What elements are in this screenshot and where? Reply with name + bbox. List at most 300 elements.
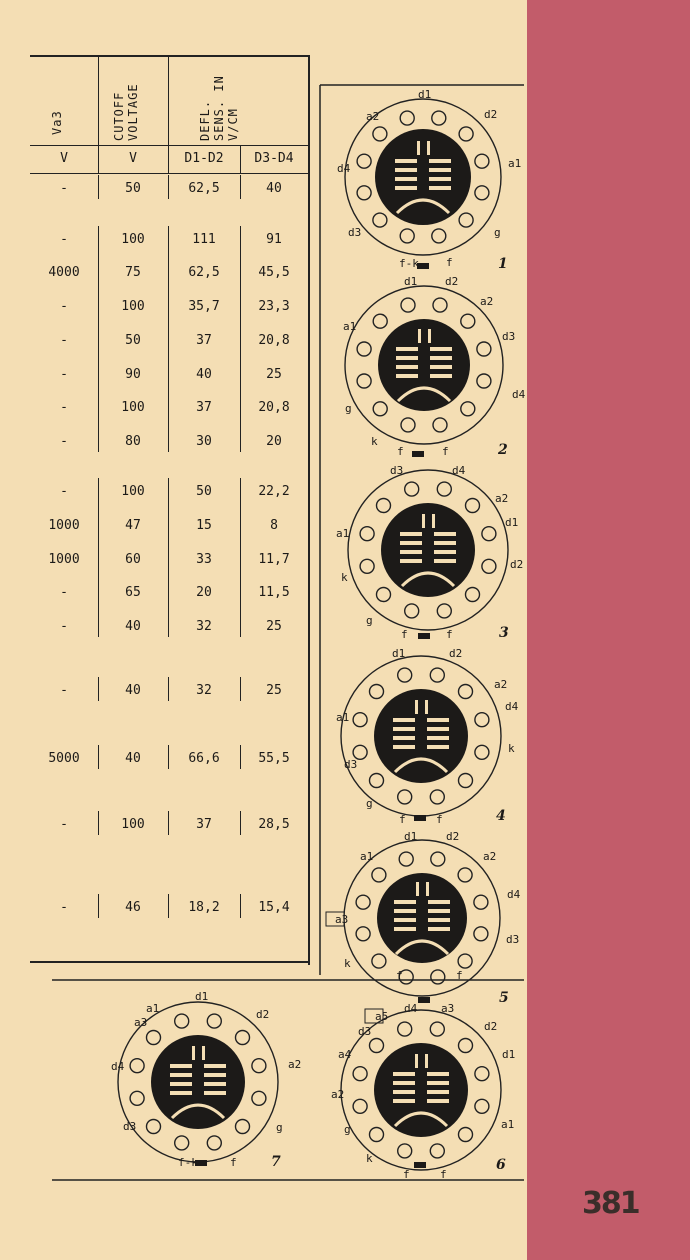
pin-circle <box>400 111 414 125</box>
electrode-pin <box>425 1054 428 1068</box>
pin-label: g <box>366 797 373 810</box>
pin-circle <box>437 482 451 496</box>
electrode-bar <box>427 727 449 731</box>
pin-label: d4 <box>404 1002 418 1015</box>
pin-circle <box>147 1031 161 1045</box>
electrode-pin <box>426 882 429 896</box>
table-cell-d1d2: 15 <box>196 518 212 533</box>
pin-circle <box>401 418 415 432</box>
pin-label: f <box>401 628 408 641</box>
pin-circle <box>400 229 414 243</box>
table-cell-d1d2: 50 <box>196 484 212 499</box>
unit-cutoff: V <box>129 151 137 166</box>
pin-label: d3 <box>348 226 362 239</box>
tube-base-disc <box>374 1043 468 1137</box>
table-cell-d3d4: 28,5 <box>258 817 290 832</box>
key-notch <box>418 997 430 1003</box>
pin-label: a3 <box>134 1016 148 1029</box>
pin-label: d4 <box>507 888 521 901</box>
pin-label: a4 <box>338 1048 352 1061</box>
electrode-bar <box>395 177 417 181</box>
pin-circle <box>432 111 446 125</box>
electrode-bar <box>393 1081 415 1085</box>
electrode-bar <box>429 186 451 190</box>
pin-label: d2 <box>445 275 459 288</box>
electrode-bar <box>204 1091 226 1095</box>
header-deflection-sensitivity: DEFL. SENS. IN V/CM <box>198 75 240 141</box>
pin-circle <box>373 402 387 416</box>
table-cell-d3d4: 11,7 <box>258 552 290 567</box>
table-cell-d1d2: 66,6 <box>188 751 220 766</box>
pin-circle <box>458 868 472 882</box>
table-cell-d3d4: 22,2 <box>258 484 290 499</box>
pin-label: d3 <box>502 330 516 343</box>
electrode-bar <box>170 1091 192 1095</box>
table-cell-cutoff: 46 <box>125 900 141 915</box>
electrode-pin <box>432 514 435 528</box>
table-cell-cutoff: 50 <box>125 181 141 196</box>
electrode-pin <box>427 141 430 155</box>
pin-label: f <box>230 1156 237 1169</box>
electrode-bar <box>170 1073 192 1077</box>
socket-diagram-6 <box>331 1002 515 1181</box>
table-cell-d1d2: 35,7 <box>188 299 220 314</box>
table-cell-va3: - <box>60 619 68 634</box>
pin-circle <box>475 186 489 200</box>
electrode-bar <box>395 168 417 172</box>
table-cell-d3d4: 23,3 <box>258 299 290 314</box>
table-cell-d1d2: 33 <box>196 552 212 567</box>
electrode-bar <box>394 909 416 913</box>
pin-circle <box>372 954 386 968</box>
pin-circle <box>475 1099 489 1113</box>
pin-circle <box>474 927 488 941</box>
electrode-bar <box>400 541 422 545</box>
pin-label: g <box>276 1121 283 1134</box>
pin-circle <box>357 186 371 200</box>
socket-diagram-7 <box>111 990 301 1170</box>
pin-circle <box>459 127 473 141</box>
pin-label: d3 <box>390 464 404 477</box>
pin-circle <box>401 298 415 312</box>
diagram-number: 7 <box>271 1154 281 1170</box>
pin-circle <box>353 713 367 727</box>
pin-circle <box>477 342 491 356</box>
electrode-bar <box>429 159 451 163</box>
pin-label: f <box>396 969 403 982</box>
pin-circle <box>459 774 473 788</box>
socket-diagram-3 <box>336 464 523 641</box>
pin-circle <box>398 1144 412 1158</box>
pin-circle <box>130 1059 144 1073</box>
table-cell-cutoff: 60 <box>125 552 141 567</box>
pin-label: f <box>446 628 453 641</box>
pin-label: a1 <box>508 157 522 170</box>
pin-circle <box>370 1039 384 1053</box>
diagram-number: 6 <box>496 1157 506 1173</box>
electrode-bar <box>427 1090 449 1094</box>
pin-circle <box>356 895 370 909</box>
pin-label: d4 <box>452 464 466 477</box>
pin-circle <box>475 1067 489 1081</box>
table-cell-va3: - <box>60 585 68 600</box>
electrode-bar <box>434 550 456 554</box>
table-cell-d3d4: 20 <box>266 434 282 449</box>
table-cell-d1d2: 20 <box>196 585 212 600</box>
table-cell-va3: - <box>60 683 68 698</box>
header-cutoff-voltage: CUTOFF VOLTAGE <box>112 83 140 141</box>
pin-circle <box>175 1136 189 1150</box>
pin-circle <box>482 559 496 573</box>
pin-circle <box>430 1022 444 1036</box>
pin-label: f <box>442 445 449 458</box>
pin-label: f <box>440 1168 447 1181</box>
pin-circle <box>466 588 480 602</box>
pin-circle <box>482 527 496 541</box>
pin-circle <box>459 213 473 227</box>
table-cell-d3d4: 20,8 <box>258 333 290 348</box>
pin-label: f <box>446 256 453 269</box>
electrode-bar <box>396 374 418 378</box>
electrode-bar <box>427 745 449 749</box>
table-cell-cutoff: 40 <box>125 751 141 766</box>
electrode-pin <box>422 514 425 528</box>
pin-circle <box>459 1128 473 1142</box>
pin-label: d3 <box>358 1025 372 1038</box>
electrode-bar <box>396 356 418 360</box>
table-cell-d1d2: 111 <box>192 232 216 247</box>
pin-label: a1 <box>501 1118 515 1131</box>
electrode-bar <box>393 727 415 731</box>
table-cell-va3: - <box>60 299 68 314</box>
table-cell-va3: - <box>60 400 68 415</box>
pin-label: a2 <box>483 850 497 863</box>
pin-label: a5 <box>375 1010 389 1023</box>
pin-label: d4 <box>512 388 526 401</box>
pin-circle <box>130 1091 144 1105</box>
diagram-number: 5 <box>499 990 509 1006</box>
page-number: 381 <box>582 1186 639 1221</box>
unit-d1d2: D1-D2 <box>184 151 224 166</box>
pin-label: d4 <box>111 1060 125 1073</box>
pin-circle <box>207 1014 221 1028</box>
electrode-pin <box>202 1046 205 1060</box>
electrode-bar <box>427 1081 449 1085</box>
electrode-bar <box>428 918 450 922</box>
electrode-bar <box>434 532 456 536</box>
pin-circle <box>430 668 444 682</box>
pin-circle <box>475 745 489 759</box>
electrode-bar <box>393 736 415 740</box>
table-cell-cutoff: 80 <box>125 434 141 449</box>
pin-circle <box>175 1014 189 1028</box>
diagram-number: 4 <box>496 808 506 824</box>
tube-base-disc <box>378 319 470 411</box>
pin-label: g <box>344 1123 351 1136</box>
electrode-pin <box>417 141 420 155</box>
socket-diagram-2 <box>343 275 526 458</box>
pin-circle <box>373 314 387 328</box>
pin-circle <box>477 374 491 388</box>
table-cell-va3: - <box>60 434 68 449</box>
table-cell-va3: - <box>60 232 68 247</box>
table-cell-d1d2: 18,2 <box>188 900 220 915</box>
electrode-bar <box>204 1082 226 1086</box>
table-cell-cutoff: 65 <box>125 585 141 600</box>
table-cell-va3: - <box>60 484 68 499</box>
pin-label: f-k <box>399 257 419 270</box>
table-cell-cutoff: 100 <box>121 299 145 314</box>
pin-label: d1 <box>418 88 432 101</box>
key-notch <box>414 1162 426 1168</box>
pin-circle <box>372 868 386 882</box>
electrode-bar <box>394 927 416 931</box>
pin-label: d3 <box>344 758 358 771</box>
pin-label: a1 <box>336 711 350 724</box>
pin-label: k <box>508 742 515 755</box>
electrode-bar <box>427 1099 449 1103</box>
table-cell-d3d4: 25 <box>266 619 282 634</box>
pin-circle <box>357 342 371 356</box>
pin-circle <box>459 1039 473 1053</box>
electrode-bar <box>400 559 422 563</box>
pin-label: d4 <box>337 162 351 175</box>
pin-label: d2 <box>256 1008 270 1021</box>
pin-circle <box>430 790 444 804</box>
table-cell-va3: 5000 <box>48 751 80 766</box>
pin-label: d2 <box>484 108 498 121</box>
electrode-pin <box>425 700 428 714</box>
header-va3: Va3 <box>50 110 64 135</box>
socket-diagram-4 <box>336 647 519 826</box>
pin-label: g <box>345 402 352 415</box>
pin-circle <box>461 402 475 416</box>
pin-circle <box>459 685 473 699</box>
pin-label: a1 <box>336 527 350 540</box>
table-cell-cutoff: 100 <box>121 232 145 247</box>
electrode-bar <box>393 718 415 722</box>
pin-label: d3 <box>506 933 520 946</box>
pin-label: d2 <box>449 647 463 660</box>
pin-label: f <box>399 813 406 826</box>
electrode-bar <box>430 347 452 351</box>
table-cell-d3d4: 15,4 <box>258 900 290 915</box>
pin-circle <box>405 482 419 496</box>
table-cell-va3: - <box>60 181 68 196</box>
electrode-pin <box>415 1054 418 1068</box>
pin-label: a2 <box>480 295 494 308</box>
table-cell-va3: - <box>60 333 68 348</box>
pin-circle <box>432 229 446 243</box>
pin-circle <box>356 927 370 941</box>
table-cell-va3: - <box>60 817 68 832</box>
electrode-bar <box>429 168 451 172</box>
table-cell-d3d4: 55,5 <box>258 751 290 766</box>
electrode-bar <box>428 927 450 931</box>
diagram-number: 1 <box>498 256 508 272</box>
pin-label: a1 <box>343 320 357 333</box>
diagram-number: 3 <box>499 625 509 641</box>
pin-circle <box>377 588 391 602</box>
table-cell-va3: 1000 <box>48 518 80 533</box>
electrode-pin <box>415 700 418 714</box>
pin-circle <box>353 1099 367 1113</box>
electrode-bar <box>170 1082 192 1086</box>
table-cell-d3d4: 25 <box>266 367 282 382</box>
pin-circle <box>430 1144 444 1158</box>
pin-circle <box>357 154 371 168</box>
pin-circle <box>431 970 445 984</box>
table-cell-cutoff: 100 <box>121 400 145 415</box>
electrode-bar <box>396 365 418 369</box>
pin-circle <box>474 895 488 909</box>
table-cell-d1d2: 30 <box>196 434 212 449</box>
electrode-bar <box>204 1073 226 1077</box>
electrode-bar <box>395 159 417 163</box>
pin-label: d3 <box>123 1120 137 1133</box>
table-cell-d1d2: 37 <box>196 400 212 415</box>
key-notch <box>414 815 426 821</box>
table-cell-d3d4: 8 <box>270 518 278 533</box>
tube-base-disc <box>151 1035 245 1129</box>
pin-circle <box>398 668 412 682</box>
table-cell-d1d2: 62,5 <box>188 181 220 196</box>
pin-label: d2 <box>510 558 524 571</box>
pin-label: d1 <box>404 830 418 843</box>
page-edge-band <box>527 0 690 1260</box>
pin-circle <box>458 954 472 968</box>
pin-label: a3 <box>335 913 349 926</box>
pin-circle <box>370 1128 384 1142</box>
pin-circle <box>461 314 475 328</box>
electrode-pin <box>418 329 421 343</box>
pin-label: a1 <box>360 850 374 863</box>
pin-circle <box>431 852 445 866</box>
tube-base-disc <box>374 689 468 783</box>
table-cell-d1d2: 40 <box>196 367 212 382</box>
pin-circle <box>433 298 447 312</box>
pin-circle <box>398 1022 412 1036</box>
pin-label: d1 <box>505 516 519 529</box>
pin-label: d4 <box>505 700 519 713</box>
table-cell-va3: - <box>60 367 68 382</box>
table-cell-d1d2: 37 <box>196 333 212 348</box>
pin-circle <box>466 499 480 513</box>
table-cell-cutoff: 40 <box>125 619 141 634</box>
pin-label: d2 <box>446 830 460 843</box>
tube-base-disc <box>377 873 467 963</box>
pin-circle <box>360 559 374 573</box>
electrode-bar <box>393 1090 415 1094</box>
electrode-bar <box>394 918 416 922</box>
pin-circle <box>373 127 387 141</box>
pin-label: a2 <box>288 1058 302 1071</box>
table-cell-va3: - <box>60 900 68 915</box>
electrode-bar <box>395 186 417 190</box>
pin-circle <box>475 713 489 727</box>
table-cell-d3d4: 91 <box>266 232 282 247</box>
pin-label: d1 <box>195 990 209 1003</box>
electrode-bar <box>434 559 456 563</box>
electrode-bar <box>393 745 415 749</box>
table-cell-cutoff: 100 <box>121 817 145 832</box>
table-cell-cutoff: 100 <box>121 484 145 499</box>
table-cell-cutoff: 90 <box>125 367 141 382</box>
table-cell-cutoff: 75 <box>125 265 141 280</box>
pin-label: g <box>366 614 373 627</box>
table-cell-d3d4: 40 <box>266 181 282 196</box>
electrode-pin <box>192 1046 195 1060</box>
table-cell-va3: 4000 <box>48 265 80 280</box>
pin-circle <box>353 1067 367 1081</box>
pin-circle <box>252 1059 266 1073</box>
pin-label: f-k <box>178 1156 198 1169</box>
pin-label: a2 <box>331 1088 345 1101</box>
electrode-bar <box>430 356 452 360</box>
pin-circle <box>357 374 371 388</box>
pin-label: f <box>403 1168 410 1181</box>
electrode-pin <box>416 882 419 896</box>
electrode-bar <box>396 347 418 351</box>
pin-circle <box>433 418 447 432</box>
table-cell-d1d2: 32 <box>196 683 212 698</box>
unit-d3d4: D3-D4 <box>254 151 294 166</box>
pin-label: a1 <box>146 1002 160 1015</box>
electrode-bar <box>393 1072 415 1076</box>
pin-circle <box>437 604 451 618</box>
pin-label: d1 <box>502 1048 516 1061</box>
pin-circle <box>370 774 384 788</box>
pin-circle <box>236 1120 250 1134</box>
pin-label: a3 <box>441 1002 455 1015</box>
pin-label: d2 <box>484 1020 498 1033</box>
electrode-bar <box>430 374 452 378</box>
tube-base-disc <box>381 503 475 597</box>
pin-label: d1 <box>392 647 406 660</box>
pin-circle <box>475 154 489 168</box>
pin-label: d1 <box>404 275 418 288</box>
table-cell-d1d2: 32 <box>196 619 212 634</box>
pin-circle <box>370 685 384 699</box>
pin-label: f <box>397 445 404 458</box>
pin-label: a2 <box>495 492 509 505</box>
table-cell-va3: 1000 <box>48 552 80 567</box>
pin-label: f <box>436 813 443 826</box>
electrode-bar <box>430 365 452 369</box>
key-notch <box>412 451 424 457</box>
socket-diagram-1 <box>337 88 521 272</box>
table-cell-cutoff: 50 <box>125 333 141 348</box>
pin-circle <box>373 213 387 227</box>
electrode-bar <box>170 1064 192 1068</box>
pin-circle <box>399 852 413 866</box>
pin-circle <box>147 1120 161 1134</box>
electrode-bar <box>400 550 422 554</box>
electrode-bar <box>429 177 451 181</box>
table-cell-d3d4: 11,5 <box>258 585 290 600</box>
pin-label: a2 <box>366 110 380 123</box>
pin-label: g <box>494 226 501 239</box>
electrode-bar <box>427 718 449 722</box>
table-cell-d1d2: 62,5 <box>188 265 220 280</box>
electrode-pin <box>428 329 431 343</box>
pin-circle <box>360 527 374 541</box>
pin-circle <box>405 604 419 618</box>
electrode-bar <box>428 909 450 913</box>
tube-base-disc <box>375 129 471 225</box>
pin-circle <box>236 1031 250 1045</box>
table-cell-cutoff: 40 <box>125 683 141 698</box>
